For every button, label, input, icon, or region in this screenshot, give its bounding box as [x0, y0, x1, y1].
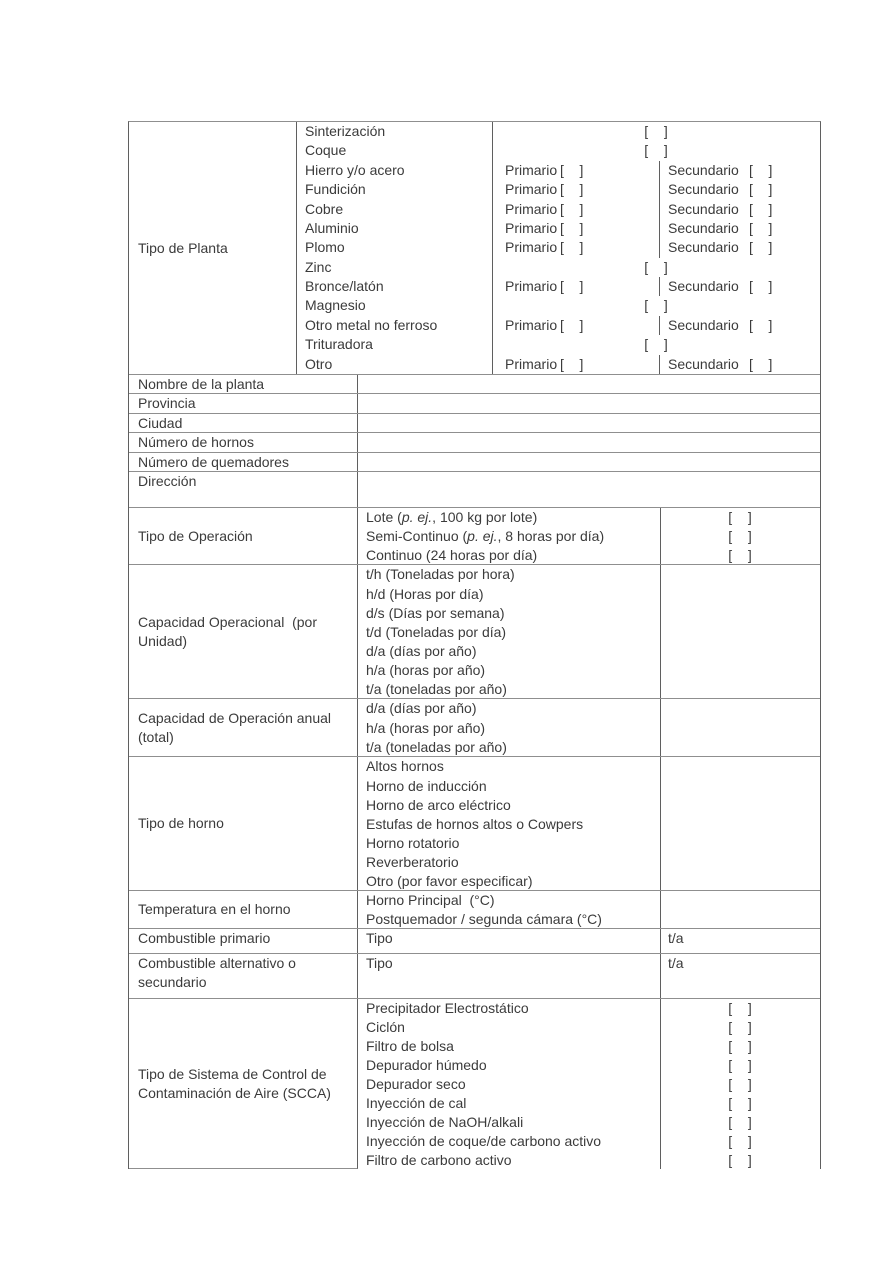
primary-label: Primario	[505, 181, 558, 198]
secondary-label: Secundario	[668, 200, 739, 217]
section-checkbox[interactable]: [ ]	[728, 1095, 753, 1112]
plant-row	[297, 296, 820, 315]
plant-row-label: Coque	[297, 141, 493, 160]
item-line: Inyección de cal	[366, 1095, 467, 1112]
plant-checkbox[interactable]: [ ]	[644, 142, 669, 159]
field-row	[129, 413, 820, 433]
primary-checkbox[interactable]: [ ]	[560, 278, 585, 294]
item-line: Tipo	[366, 955, 393, 972]
primary-cell	[493, 161, 659, 180]
plant-row	[297, 200, 820, 219]
item-line: h/d (Horas por día)	[366, 585, 484, 602]
primary-checkbox[interactable]: [ ]	[560, 316, 585, 333]
checkbox-line	[661, 1113, 820, 1132]
checkbox-line	[661, 1132, 820, 1151]
item-segment: , 100 kg por lote)	[432, 509, 538, 526]
section-value-column[interactable]	[661, 954, 820, 998]
item-line: Tipo	[366, 930, 393, 947]
plant-row-label: Magnesio	[297, 296, 493, 315]
plant-row	[297, 122, 820, 141]
item-line: h/a (horas por año)	[366, 662, 486, 679]
item-line: Postquemador / segunda cámara (°C)	[366, 911, 602, 928]
item-line: t/h (Toneladas por hora)	[366, 566, 515, 583]
section-checkbox[interactable]: [ ]	[728, 1019, 753, 1036]
field-value-input[interactable]	[358, 394, 820, 413]
section-checkbox[interactable]: [ ]	[728, 1038, 753, 1055]
checkbox-line	[661, 1151, 820, 1170]
plant-checkbox[interactable]: [ ]	[644, 297, 669, 314]
plant-checkbox[interactable]: [ ]	[644, 336, 669, 353]
field-value-input[interactable]	[358, 453, 820, 472]
item-line: Horno de arco eléctrico	[366, 796, 511, 813]
secondary-label: Secundario	[668, 355, 739, 372]
plant-row-label: Fundición	[297, 180, 493, 199]
checkbox-cell	[493, 141, 820, 160]
section-label: Combustible primario	[129, 929, 358, 953]
checkbox-line	[661, 1037, 820, 1056]
item-segment: Semi-Continuo (	[366, 528, 468, 545]
field-label: Nombre de la planta	[129, 375, 358, 394]
unit-label: t/a	[668, 930, 684, 947]
plant-row	[297, 316, 820, 335]
section-checkbox[interactable]: [ ]	[728, 528, 753, 545]
secondary-label: Secundario	[668, 181, 739, 198]
checkbox-cell	[493, 122, 820, 141]
item-line: Precipitador Electrostático	[366, 1000, 529, 1017]
item-line: Continuo (24 horas por día)	[366, 547, 538, 564]
field-rows	[129, 374, 820, 508]
plant-row	[297, 335, 820, 354]
item-line: d/s (Días por semana)	[366, 604, 505, 621]
section-label: Tipo de Sistema de Control de Contaminación de Aire (SCCA)	[129, 999, 358, 1169]
item-segment: p. ej.	[467, 528, 498, 545]
item-line: Depurador seco	[366, 1076, 466, 1093]
item-line: Filtro de bolsa	[366, 1038, 454, 1055]
primary-checkbox[interactable]: [ ]	[560, 200, 585, 217]
plant-row-label: Aluminio	[297, 219, 493, 238]
primary-cell	[493, 316, 659, 335]
item-line: Horno rotatorio	[366, 834, 460, 851]
section-checkbox[interactable]: [ ]	[728, 1076, 753, 1093]
section-value-column	[661, 999, 820, 1169]
field-row	[129, 432, 820, 452]
section-label: Tipo de horno	[129, 757, 358, 890]
primary-label: Primario	[505, 278, 558, 294]
secondary-label: Secundario	[668, 219, 739, 236]
item-line: Ciclón	[366, 1019, 405, 1036]
secondary-checkbox[interactable]: [ ]	[749, 200, 774, 217]
section-furnace-temperature	[129, 890, 820, 928]
field-row	[129, 374, 820, 394]
plant-checkbox[interactable]: [ ]	[644, 258, 669, 275]
secondary-checkbox[interactable]: [ ]	[749, 161, 774, 178]
secondary-cell	[659, 219, 820, 238]
section-checkbox[interactable]: [ ]	[728, 1057, 753, 1074]
section-items	[358, 929, 661, 953]
section-value-column[interactable]	[661, 891, 820, 928]
secondary-label: Secundario	[668, 316, 739, 333]
item-line: Horno de inducción	[366, 777, 487, 794]
checkbox-line	[661, 1056, 820, 1075]
checkbox-line	[661, 546, 820, 565]
section-capacity-unit	[129, 564, 820, 698]
field-label: Provincia	[129, 394, 358, 413]
primary-label: Primario	[505, 200, 558, 217]
plant-row	[297, 258, 820, 277]
primary-checkbox[interactable]: [ ]	[560, 355, 585, 372]
checkbox-cell	[493, 258, 820, 277]
section-furnace-type	[129, 756, 820, 890]
checkbox-line	[661, 508, 820, 527]
plant-checkbox[interactable]: [ ]	[644, 123, 669, 139]
checkbox-cell	[493, 296, 820, 315]
item-line: d/a (días por año)	[366, 642, 477, 659]
plant-row-label: Cobre	[297, 200, 493, 219]
plant-row-label: Zinc	[297, 258, 493, 277]
section-label: Combustible alternativo o secundario	[129, 954, 358, 998]
item-line: Estufas de hornos altos o Cowpers	[366, 815, 584, 832]
primary-label: Primario	[505, 161, 558, 178]
secondary-checkbox[interactable]: [ ]	[749, 316, 774, 333]
section-label: Capacidad Operacional (por Unidad)	[129, 565, 358, 698]
section-value-column	[661, 508, 820, 564]
secondary-cell	[659, 180, 820, 199]
plant-type-rows	[297, 122, 820, 374]
plant-type-label: Tipo de Planta	[129, 122, 297, 374]
item-segment: Lote (	[366, 509, 402, 526]
secondary-label: Secundario	[668, 239, 739, 256]
field-value-input[interactable]	[358, 414, 820, 433]
section-checkbox[interactable]: [ ]	[728, 547, 753, 564]
item-line: Otro (por favor especificar)	[366, 873, 533, 890]
section-value-column[interactable]	[661, 565, 820, 698]
section-operation	[129, 507, 820, 564]
primary-cell	[493, 200, 659, 219]
secondary-checkbox[interactable]: [ ]	[749, 239, 774, 256]
field-label: Ciudad	[129, 414, 358, 433]
section-checkbox[interactable]: [ ]	[728, 509, 753, 526]
plant-row-label: Bronce/latón	[297, 277, 493, 296]
primary-checkbox[interactable]: [ ]	[560, 181, 585, 198]
secondary-label: Secundario	[668, 278, 739, 294]
item-line: t/a (toneladas por año)	[366, 681, 507, 698]
item-line: d/a (días por año)	[366, 700, 477, 717]
item-line: Inyección de NaOH/alkali	[366, 1114, 524, 1131]
section-checkbox[interactable]: [ ]	[728, 1152, 753, 1169]
plant-row-label: Hierro y/o acero	[297, 161, 493, 180]
primary-checkbox[interactable]: [ ]	[560, 239, 585, 256]
secondary-cell	[659, 277, 820, 296]
primary-cell	[493, 238, 659, 257]
section-value-column[interactable]	[661, 929, 820, 953]
plant-row	[297, 277, 820, 296]
field-label: Número de quemadores	[129, 453, 358, 472]
checkbox-line	[661, 527, 820, 546]
item-line	[366, 527, 660, 546]
secondary-checkbox[interactable]: [ ]	[749, 278, 774, 294]
item-line	[366, 508, 660, 527]
field-label: Número de hornos	[129, 433, 358, 452]
form-sections	[129, 507, 820, 1169]
section-label: Tipo de Operación	[129, 508, 358, 564]
checkbox-line	[661, 999, 820, 1018]
primary-cell	[493, 277, 659, 296]
primary-label: Primario	[505, 355, 558, 372]
primary-checkbox[interactable]: [ ]	[560, 219, 585, 236]
section-items	[358, 999, 661, 1169]
section-label: Temperatura en el horno	[129, 891, 358, 928]
plant-row-label: Trituradora	[297, 335, 493, 354]
section-fuel-alternative	[129, 953, 820, 998]
primary-cell	[493, 355, 659, 374]
section-checkbox[interactable]: [ ]	[728, 1114, 753, 1131]
plant-row	[297, 161, 820, 180]
section-plant-type	[129, 122, 820, 374]
item-segment: , 8 horas por día)	[497, 528, 605, 545]
section-items	[358, 954, 661, 998]
plant-row	[297, 141, 820, 160]
secondary-cell	[659, 200, 820, 219]
secondary-cell	[659, 238, 820, 257]
checkbox-line	[661, 1075, 820, 1094]
field-row	[129, 393, 820, 413]
item-line: t/d (Toneladas por día)	[366, 623, 507, 640]
item-line: Reverberatorio	[366, 854, 459, 871]
checkbox-cell	[493, 335, 820, 354]
field-value-input[interactable]	[358, 375, 820, 394]
plant-row-label: Otro	[297, 355, 493, 374]
section-capacity-annual	[129, 698, 820, 756]
secondary-cell	[659, 316, 820, 335]
secondary-checkbox[interactable]: [ ]	[749, 181, 774, 198]
plant-row-label: Sinterización	[297, 122, 493, 141]
field-row	[129, 452, 820, 472]
item-segment: p. ej.	[401, 509, 433, 526]
section-items	[358, 508, 661, 564]
plant-row	[297, 238, 820, 257]
field-value-input[interactable]	[358, 472, 820, 507]
section-fuel-primary	[129, 928, 820, 953]
section-items	[358, 757, 661, 890]
field-row	[129, 471, 820, 507]
plant-form-table	[128, 121, 821, 1169]
section-value-column[interactable]	[661, 757, 820, 890]
checkbox-line	[661, 1018, 820, 1037]
section-items	[358, 699, 661, 756]
item-line: Filtro de carbono activo	[366, 1152, 512, 1169]
plant-row	[297, 355, 820, 374]
plant-row	[297, 219, 820, 238]
primary-checkbox[interactable]: [ ]	[560, 161, 585, 178]
section-checkbox[interactable]: [ ]	[728, 1133, 753, 1150]
plant-row-label: Otro metal no ferroso	[297, 316, 493, 335]
item-line: t/a (toneladas por año)	[366, 739, 507, 756]
primary-label: Primario	[505, 219, 558, 236]
primary-label: Primario	[505, 239, 558, 256]
section-label: Capacidad de Operación anual (total)	[129, 699, 358, 756]
item-line: Altos hornos	[366, 758, 444, 775]
section-value-column[interactable]	[661, 699, 820, 756]
item-line: Depurador húmedo	[366, 1057, 487, 1074]
item-line: Inyección de coque/de carbono activo	[366, 1133, 602, 1150]
field-value-input[interactable]	[358, 433, 820, 452]
secondary-checkbox[interactable]: [ ]	[749, 355, 774, 372]
checkbox-line	[661, 1094, 820, 1113]
plant-row	[297, 180, 820, 199]
field-label: Dirección	[129, 472, 358, 507]
plant-row-label: Plomo	[297, 238, 493, 257]
secondary-checkbox[interactable]: [ ]	[749, 219, 774, 236]
section-apcs	[129, 998, 820, 1169]
section-items	[358, 891, 661, 928]
secondary-cell	[659, 355, 820, 374]
secondary-label: Secundario	[668, 161, 739, 178]
section-items	[358, 565, 661, 698]
primary-cell	[493, 180, 659, 199]
primary-label: Primario	[505, 316, 558, 333]
item-line: Horno Principal (°C)	[366, 892, 495, 909]
secondary-cell	[659, 161, 820, 180]
section-checkbox[interactable]: [ ]	[728, 1000, 753, 1017]
unit-label: t/a	[668, 955, 684, 972]
item-line: h/a (horas por año)	[366, 719, 486, 736]
primary-cell	[493, 219, 659, 238]
